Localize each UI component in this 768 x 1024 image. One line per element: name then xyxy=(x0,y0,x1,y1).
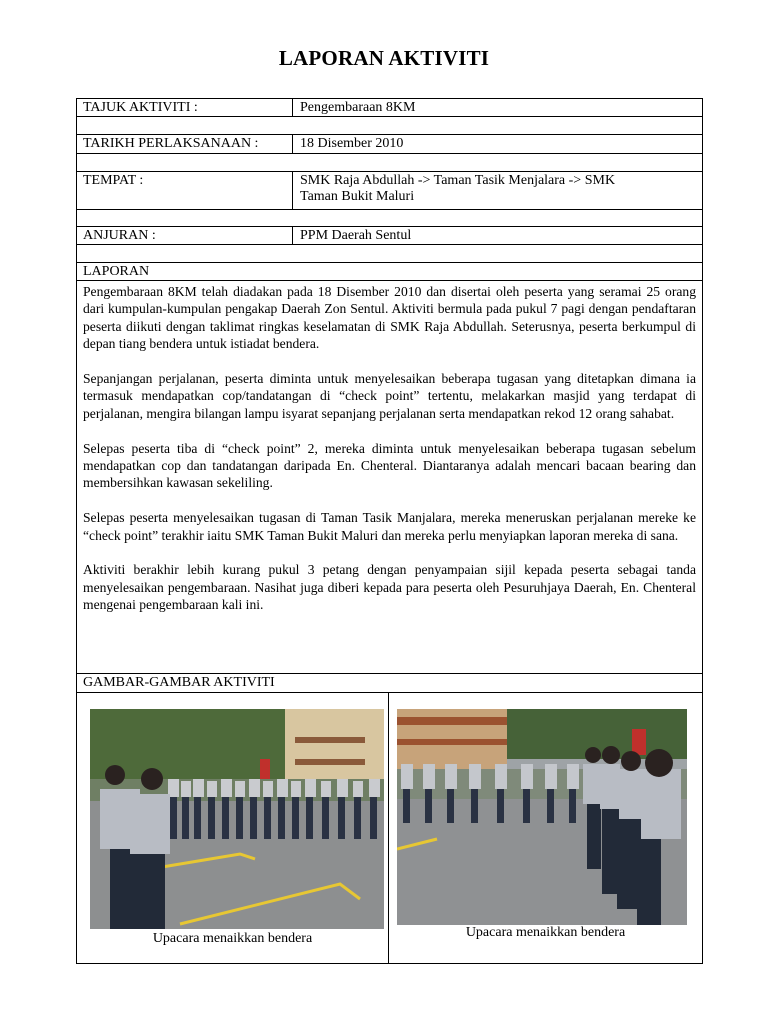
row-tempat xyxy=(77,172,702,210)
spacer-row xyxy=(77,154,702,172)
page-title: LAPORAN AKTIVITI xyxy=(278,46,490,70)
row-anjuran xyxy=(77,227,702,245)
laporan-heading: LAPORAN xyxy=(83,264,150,279)
row-tajuk xyxy=(77,99,702,117)
tarikh-label: TARIKH PERLAKSANAAN : xyxy=(77,135,293,153)
tempat-value-line1: SMK Raja Abdullah -> Taman Tasik Menjalara -> SMK xyxy=(300,173,616,188)
tempat-value xyxy=(293,172,702,209)
row-gambar-heading xyxy=(77,674,702,693)
tajuk-value: Pengembaraan 8KM xyxy=(300,100,416,115)
photo-cell-1 xyxy=(77,693,389,963)
tarikh-value: 18 Disember 2010 xyxy=(300,136,404,151)
anjuran-label: ANJURAN : xyxy=(77,227,293,244)
photo-flag-ceremony-1-image xyxy=(90,709,384,929)
photo-caption-1: Upacara menaikkan bendera xyxy=(152,931,313,946)
spacer-row xyxy=(77,117,702,135)
photo-flag-ceremony-1 xyxy=(90,709,384,929)
gambar-heading: GAMBAR-GAMBAR AKTIVITI xyxy=(83,675,275,690)
activity-report-table xyxy=(76,98,703,964)
tempat-label: TEMPAT : xyxy=(77,172,293,209)
photo-cell-2 xyxy=(389,693,702,963)
laporan-paragraph: Aktiviti berakhir lebih kurang pukul 3 petang dengan penyampaian sijil kepada peserta sebagai tanda menyelesaikan pengembaraan. Nasihat juga diberi kepada para peserta oleh Pesuruhjaya Daerah, En. Chenteral mengenai pengembaraan kali ini. xyxy=(83,562,696,613)
tajuk-label: TAJUK AKTIVITI : xyxy=(77,99,293,116)
row-laporan-heading xyxy=(77,263,702,281)
photo-flag-ceremony-2 xyxy=(397,709,687,925)
laporan-paragraph: Sepanjangan perjalanan, peserta diminta untuk menyelesaikan beberapa tugasan yang ditetapkan dimana ia termasuk mendapatkan cop/tandatangan di “check point” tertentu, melakarkan masjid yang terdapat di perjalanan, mengira bilangan lampu isyarat sepanjang perjalanan serta mendapatkan rekod 12 orang sahabat. xyxy=(83,371,696,421)
spacer-row xyxy=(77,210,702,227)
laporan-paragraph: Selepas peserta tiba di “check point” 2, mereka diminta untuk menyelesaikan beberapa tugasan sebelum mendapatkan cop dan tandatangan daripada En. Chenteral. Diantaranya adalah mencari bacaan bearing dan membersihkan kawasan sekeliling. xyxy=(83,440,696,491)
photo-flag-ceremony-2-image xyxy=(397,709,687,925)
photo-caption-2: Upacara menaikkan bendera xyxy=(465,925,626,940)
tempat-value-line2: Taman Bukit Maluri xyxy=(300,189,415,204)
laporan-paragraph: Selepas peserta menyelesaikan tugasan di Taman Tasik Manjalara, mereka meneruskan perjalanan mereke ke “check point” terakhir iaitu SMK Taman Bukit Maluri dan mereka perlu menyiapkan laporan mereka di sana. xyxy=(83,510,696,543)
laporan-paragraph: Pengembaraan 8KM telah diadakan pada 18 Disember 2010 dan disertai oleh peserta yang seramai 25 orang dari kumpulan-kumpulan pengakap Daerah Zon Sentul. Aktiviti bermula pada pukul 7 pagi dengan pendaftaran peserta diikuti dengan taklimat ringkas keselamatan di SMK Raja Abdullah. Seterusnya, peserta berkumpul di depan tiang bendera untuk istiadat bendera. xyxy=(83,284,696,352)
anjuran-value: PPM Daerah Sentul xyxy=(300,228,412,243)
spacer-row xyxy=(77,245,702,263)
laporan-body xyxy=(77,281,702,674)
photo-row xyxy=(77,693,702,963)
row-tarikh xyxy=(77,135,702,154)
